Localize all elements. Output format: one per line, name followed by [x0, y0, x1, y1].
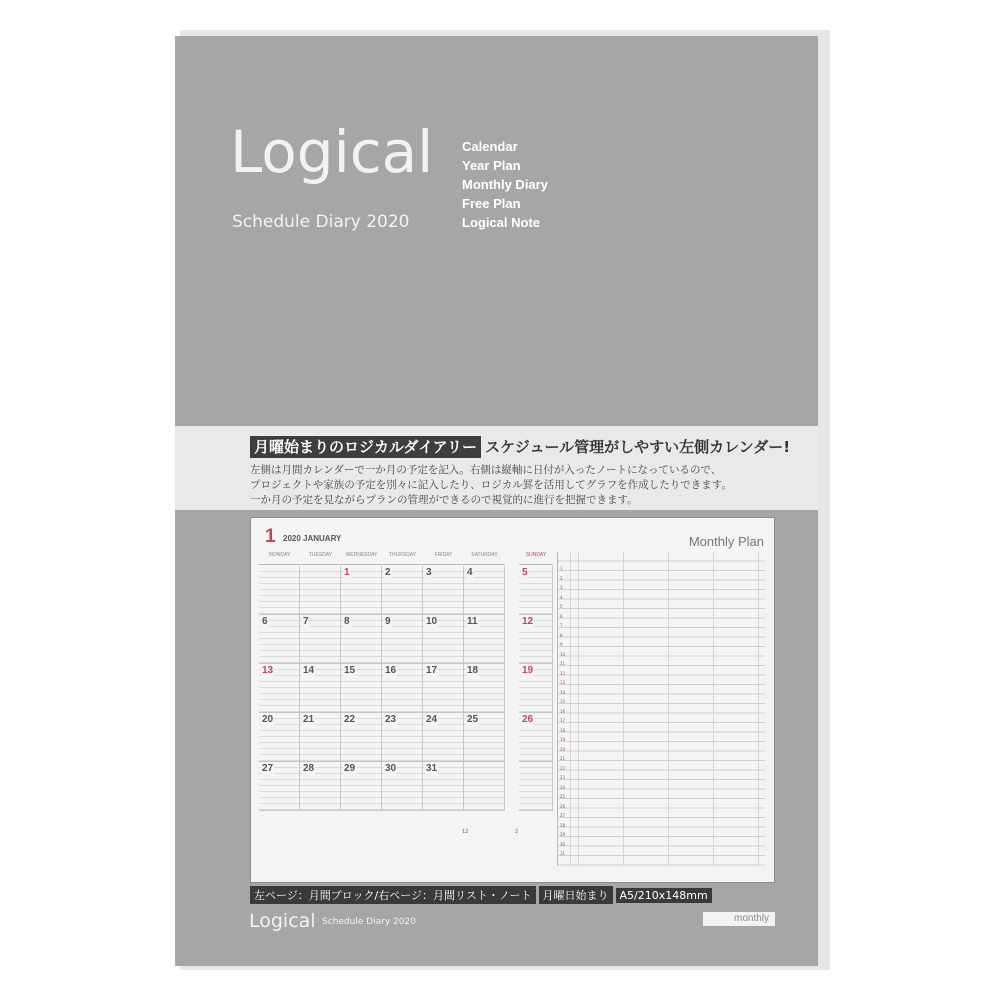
day-cell: [423, 664, 464, 713]
day-cell: [300, 566, 341, 615]
weekday-header: WEDNESDAY: [341, 552, 382, 565]
day-cell: [423, 615, 464, 664]
list-rule: [668, 552, 669, 866]
list-day-number: 16: [560, 708, 566, 714]
day-number: 4: [467, 567, 473, 578]
list-day-number: 15: [560, 699, 566, 704]
left-page: [257, 524, 507, 878]
day-cell: [341, 615, 382, 664]
list-day-number: 20: [560, 746, 566, 752]
day-number: 29: [344, 763, 356, 774]
brand-title: Logical: [230, 118, 434, 186]
day-cell: [382, 713, 423, 762]
day-number: 30: [385, 763, 397, 774]
list-day-number: 5: [560, 604, 563, 609]
day-cell: [259, 566, 300, 615]
contents-item: Calendar: [462, 139, 518, 154]
sunday-cell: [519, 713, 553, 762]
list-rule: [623, 552, 624, 866]
day-cell: [300, 713, 341, 762]
list-day-number: 29: [560, 832, 566, 837]
list-day-number: 24: [560, 784, 566, 790]
day-number: 28: [303, 763, 315, 774]
day-cell: [259, 713, 300, 762]
day-cell: [259, 615, 300, 664]
day-cell: [382, 615, 423, 664]
description-line: 左側は月間カレンダーで一か月の予定を記入。右側は縦軸に日付が入ったノートになっているので、: [250, 464, 722, 476]
weekday-header: MONDAY: [259, 552, 300, 565]
list-day-number: 14: [560, 689, 566, 695]
day-number: 3: [426, 567, 432, 578]
contents-item: Monthly Diary: [462, 177, 548, 192]
day-cell: [382, 664, 423, 713]
list-day-number: 26: [560, 803, 566, 809]
day-number: 7: [303, 616, 309, 627]
sunday-cell: [519, 566, 553, 615]
list-day-number: 30: [560, 841, 566, 847]
description: [250, 463, 732, 508]
day-cell: [341, 664, 382, 713]
mini-calendar-next: [515, 829, 518, 835]
day-number: 9: [385, 616, 391, 627]
sunday-column: [519, 552, 553, 810]
day-cell: [341, 713, 382, 762]
list-day-number: 31: [560, 851, 566, 856]
contents-item: Free Plan: [462, 196, 521, 211]
weekday-header: SATURDAY: [464, 552, 505, 565]
list-day-number: 28: [560, 822, 566, 828]
day-number: 17: [426, 665, 438, 676]
day-number: 1: [344, 567, 350, 578]
day-number: 24: [426, 714, 438, 725]
day-cell: [464, 762, 505, 811]
list-day-number: 9: [560, 642, 563, 647]
day-cell: [382, 566, 423, 615]
monthly-list-area: [557, 552, 765, 866]
brand-subtitle: Schedule Diary 2020: [232, 212, 410, 232]
list-day-number: 1: [560, 566, 563, 571]
day-cell: [382, 762, 423, 811]
mini-calendar-title: 12: [462, 829, 469, 835]
list-day-number: 10: [560, 651, 566, 657]
sunday-number: 12: [522, 616, 534, 627]
list-day-number: 6: [560, 613, 563, 619]
weekday-header: FRIDAY: [423, 552, 464, 565]
day-cell: [423, 762, 464, 811]
list-day-number: 23: [560, 775, 566, 780]
contents-list: [462, 137, 548, 232]
sunday-header: SUNDAY: [519, 552, 553, 565]
description-line: プロジェクトや家族の予定を別々に記入したり、ロジカル罫を活用してグラフを作成したりできます。: [250, 479, 732, 491]
list-day-number: 4: [560, 594, 563, 600]
day-cell: [464, 566, 505, 615]
list-day-number: 13: [560, 680, 566, 685]
day-number: 11: [467, 616, 478, 627]
list-rule: [578, 552, 579, 866]
list-day-number: 22: [560, 765, 566, 771]
spec-bar: [250, 886, 715, 904]
day-cell: [259, 762, 300, 811]
mini-calendar-title: 2: [515, 829, 519, 835]
day-cell: [341, 762, 382, 811]
sunday-cell: [519, 615, 553, 664]
day-number: 8: [344, 616, 350, 627]
sunday-number: 26: [522, 714, 534, 725]
list-rule: [758, 552, 759, 866]
list-day-number: 3: [560, 585, 563, 590]
day-number: 13: [262, 665, 274, 676]
day-number: 18: [467, 665, 479, 676]
list-day-number: 11: [560, 661, 566, 666]
list-day-number: 17: [560, 718, 566, 723]
headline: [250, 436, 790, 460]
list-day-number: 8: [560, 632, 563, 638]
format-tag: monthly: [703, 912, 775, 926]
day-number: 10: [426, 616, 438, 627]
footer-logo: Logical: [249, 910, 316, 932]
day-number: 6: [262, 616, 268, 627]
list-day-number: 19: [560, 737, 566, 742]
day-cell: [423, 713, 464, 762]
spec-start: 月曜日始まり: [539, 886, 613, 904]
day-number: 22: [344, 714, 356, 725]
spec-layout: 左ページ：月間ブロック/右ページ：月間リスト・ノート: [250, 886, 536, 904]
monthly-plan-label: Monthly Plan: [688, 534, 764, 549]
day-cell: [300, 762, 341, 811]
day-cell: [464, 713, 505, 762]
weekday-header: THURSDAY: [382, 552, 423, 565]
day-cell: [423, 566, 464, 615]
footer-subtitle: Schedule Diary 2020: [322, 917, 416, 927]
day-number: 15: [344, 665, 356, 676]
sunday-cell: [519, 762, 553, 811]
headline-dark: 月曜始まりのロジカルダイアリー: [250, 436, 481, 458]
list-day-number: 2: [560, 575, 563, 581]
list-day-number: 21: [560, 756, 566, 761]
weekday-header: TUESDAY: [300, 552, 341, 565]
day-cell: [464, 664, 505, 713]
day-cell: [300, 664, 341, 713]
day-number: 20: [262, 714, 274, 725]
description-line: 一か月の予定を見ながらプランの管理ができるので視覚的に進行を把握できます。: [250, 494, 638, 506]
day-number: 27: [262, 763, 274, 774]
day-number: 21: [303, 714, 315, 725]
list-day-number: 7: [560, 623, 563, 628]
day-number: 25: [467, 714, 479, 725]
day-number: 2: [385, 567, 391, 578]
day-number: 16: [385, 665, 397, 676]
list-rule: [713, 552, 714, 866]
month-number: 1: [265, 526, 276, 547]
month-block-grid: [259, 552, 507, 810]
day-cell: [259, 664, 300, 713]
list-rule: [570, 552, 571, 866]
list-day-number: 27: [560, 813, 566, 818]
diary-spread-preview: [250, 517, 775, 883]
day-cell: [464, 615, 505, 664]
mini-calendar-prev: [462, 829, 468, 835]
spec-size: A5/210x148mm: [616, 888, 712, 903]
contents-item: Year Plan: [462, 158, 521, 173]
day-number: 31: [426, 763, 438, 774]
day-number: 14: [303, 665, 315, 676]
day-cell: [341, 566, 382, 615]
right-page: [513, 524, 770, 878]
sunday-cell: [519, 664, 553, 713]
list-day-number: 18: [560, 727, 566, 733]
sunday-number: 5: [522, 567, 528, 578]
list-day-number: 12: [560, 670, 566, 676]
headline-light: スケジュール管理がしやすい左側カレンダー!: [485, 438, 791, 456]
contents-item: Logical Note: [462, 215, 541, 230]
sunday-number: 19: [522, 665, 534, 676]
day-number: 23: [385, 714, 397, 725]
list-day-number: 25: [560, 794, 566, 799]
month-label: 2020 JANUARY: [283, 534, 342, 543]
day-cell: [300, 615, 341, 664]
